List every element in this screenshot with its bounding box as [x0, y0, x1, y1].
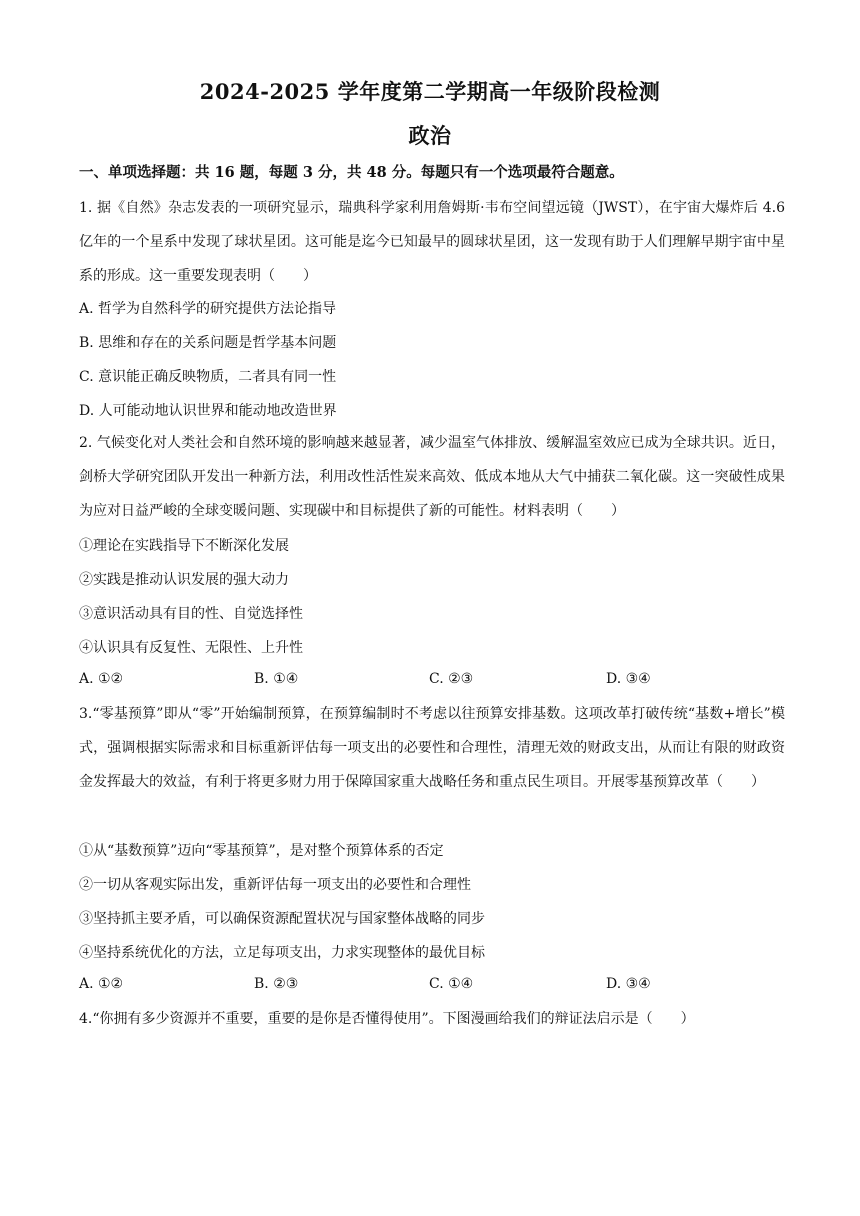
question-2-choice-c: C. ②③ — [429, 671, 474, 687]
section-heading: 一、单项选择题：共 16 题，每题 3 分，共 48 分。每题只有一个选项最符合题意。 — [79, 164, 624, 181]
question-2-choices — [79, 671, 785, 691]
exam-subject: 政治 — [408, 123, 452, 148]
question-3-choice-c: C. ①④ — [429, 976, 474, 992]
question-2-stem: 2. 气候变化对人类社会和自然环境的影响越来越显著，减少温室气体排放、缓解温室效应已成为全球共识。近日，剑桥大学研究团队开发出一种新方法，利用改性活性炭来高效、低成本地从大气中捕获二氧化碳。这一突破性成果为应对日益严峻的全球变暖问题、实现碳中和目标提供了新的可能性。材料表明（ ） — [79, 435, 785, 519]
question-4-stem: 4.“你拥有多少资源并不重要，重要的是你是否懂得使用”。下图漫画给我们的辩证法启示是（ ） — [79, 1011, 695, 1027]
question-1-stem: 1. 据《自然》杂志发表的一项研究显示，瑞典科学家利用詹姆斯·韦布空间望远镜（JWST），在宇宙大爆炸后 4.6 亿年的一个星系中发现了球状星团。这可能是迄今已知最早的圆球状星团，这一发现有助于人们理解早期宇宙中星系的形成。这一重要发现表明（ ） — [79, 200, 785, 284]
question-1-option-b: B. 思维和存在的关系问题是哲学基本问题 — [79, 335, 337, 351]
question-1-option-c: C. 意识能正确反映物质，二者具有同一性 — [79, 369, 337, 385]
question-2-choice-b: B. ①④ — [254, 671, 299, 687]
question-3-choices — [79, 976, 785, 996]
question-2-statement-3: ③意识活动具有目的性、自觉选择性 — [79, 606, 303, 622]
exam-title: 2024-2025 学年度第二学期高一年级阶段检测 — [199, 79, 661, 104]
question-3-statement-2: ②一切从客观实际出发，重新评估每一项支出的必要性和合理性 — [79, 877, 471, 893]
question-3-stem: 3.“零基预算”即从“零”开始编制预算，在预算编制时不考虑以往预算安排基数。这项改革打破传统“基数+增长”模式，强调根据实际需求和目标重新评估每一项支出的必要性和合理性，清理无效的财政支出，从而让有限的财政资金发挥最大的效益，有利于将更多财力用于保障国家重大战略任务和重点民生项目。开展零基预算改革（ ） — [79, 706, 785, 790]
question-2-statement-1: ①理论在实践指导下不断深化发展 — [79, 538, 289, 554]
question-3-statement-3: ③坚持抓主要矛盾，可以确保资源配置状况与国家整体战略的同步 — [79, 911, 485, 927]
question-3-choice-d: D. ③④ — [606, 976, 651, 992]
question-2-choice-d: D. ③④ — [606, 671, 651, 687]
question-1-option-d: D. 人可能动地认识世界和能动地改造世界 — [79, 403, 337, 419]
question-3-statement-1: ①从“基数预算”迈向“零基预算”，是对整个预算体系的否定 — [79, 843, 444, 859]
question-2-statement-4: ④认识具有反复性、无限性、上升性 — [79, 640, 303, 656]
question-1-option-a: A. 哲学为自然科学的研究提供方法论指导 — [79, 301, 337, 317]
question-3-statement-4: ④坚持系统优化的方法，立足每项支出，力求实现整体的最优目标 — [79, 945, 485, 961]
question-2-choice-a: A. ①② — [79, 671, 124, 687]
question-2-statement-2: ②实践是推动认识发展的强大动力 — [79, 572, 289, 588]
question-3-choice-b: B. ②③ — [254, 976, 299, 992]
question-3-choice-a: A. ①② — [79, 976, 124, 992]
